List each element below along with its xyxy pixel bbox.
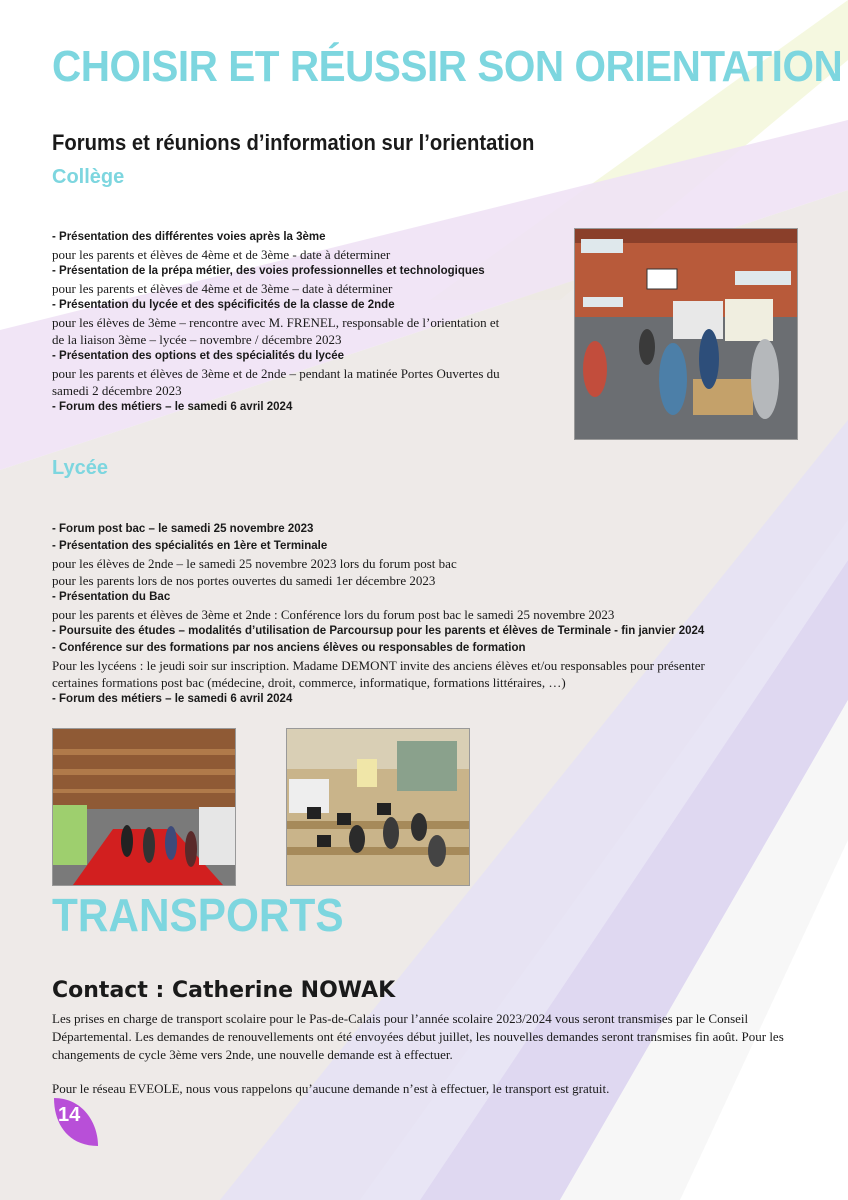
lycee-item-line: pour les élèves de 2nde – le samedi 25 novembre 2023 lors du forum post bac: [52, 556, 457, 571]
college-item-line: pour les parents et élèves de 3ème et de 2nde – pendant la matinée Portes Ouvertes du: [52, 366, 500, 381]
college-item-line: samedi 2 décembre 2023: [52, 383, 182, 398]
college-list: [52, 229, 552, 416]
lycee-item-title: - Poursuite des études – modalités d’utilisation de Parcoursup pour les parents et élèves de Terminale - fin janvier 2024: [52, 625, 705, 637]
lycee-item-line: Pour les lycéens : le jeudi soir sur inscription. Madame DEMONT invite des anciens élèves et/ou responsables pour présenter: [52, 658, 705, 673]
college-item-line: de la liaison 3ème – lycée – novembre / décembre 2023: [52, 332, 342, 347]
lycee-item-title: - Forum des métiers – le samedi 6 avril 2024: [52, 693, 293, 705]
lycee-item-title: - Forum post bac – le samedi 25 novembre 2023: [52, 523, 314, 535]
transports-paragraph: Les prises en charge de transport scolaire pour le Pas-de-Calais pour l’année scolaire 2023/2024 vous seront transmises par le Conseil Départemental. Les demandes de renouvellements ont été envoyées début juillet, les nouvelles demandes seront transmises fin août. Pour les changements de cycle 3ème vers 2nde, une nouvelle demande est à effectuer.: [52, 1011, 784, 1062]
hall-forum-photo: [52, 728, 236, 886]
lycee-list: [52, 521, 812, 708]
college-item-line: pour les parents et élèves de 4ème et de 3ème - date à déterminer: [52, 247, 391, 262]
classroom-conference-photo: [286, 728, 470, 886]
college-item-line: pour les parents et élèves de 4ème et de 3ème – date à déterminer: [52, 281, 393, 296]
lycee-item-title: - Conférence sur des formations par nos anciens élèves ou responsables de formation: [52, 642, 526, 654]
college-item-line: pour les élèves de 3ème – rencontre avec M. FRENEL, responsable de l’orientation et: [52, 315, 500, 330]
lycee-item-line: pour les parents et élèves de 3ème et 2nde : Conférence lors du forum post bac le samedi 25 novembre 2023: [52, 607, 615, 622]
page-title: CHOISIR ET RÉUSSIR SON ORIENTATION: [52, 42, 843, 91]
gym-forum-photo: [574, 228, 798, 440]
college-item-title: - Présentation des options et des spécialités du lycée: [52, 350, 345, 362]
section-heading-forums: Forums et réunions d’information sur l’orientation: [52, 130, 535, 155]
heading-lycee: Lycée: [52, 457, 108, 479]
college-item-title: - Présentation du lycée et des spécificités de la classe de 2nde: [52, 299, 395, 311]
page-number-badge: [52, 1096, 98, 1146]
contact-heading: Contact : Catherine NOWAK: [52, 978, 396, 1003]
college-item-title: - Présentation des différentes voies après la 3ème: [52, 231, 326, 243]
lycee-item-line: certaines formations post bac (médecine, droit, commerce, informatique, formations littéraires, …): [52, 675, 566, 690]
lycee-item-line: pour les parents lors de nos portes ouvertes du samedi 1er décembre 2023: [52, 573, 436, 588]
college-item-title: - Présentation de la prépa métier, des voies professionnelles et technologiques: [52, 265, 485, 277]
transports-title: TRANSPORTS: [52, 889, 344, 941]
lycee-item-title: - Présentation des spécialités en 1ère et Terminale: [52, 540, 328, 552]
lycee-item-title: - Présentation du Bac: [52, 591, 171, 603]
transports-paragraph: Pour le réseau EVEOLE, nous vous rappelons qu’aucune demande n’est à effectuer, le transport est gratuit.: [52, 1081, 610, 1096]
page-number: 14: [58, 1104, 81, 1126]
college-item-title: - Forum des métiers – le samedi 6 avril 2024: [52, 401, 293, 413]
heading-college: Collège: [52, 166, 125, 188]
